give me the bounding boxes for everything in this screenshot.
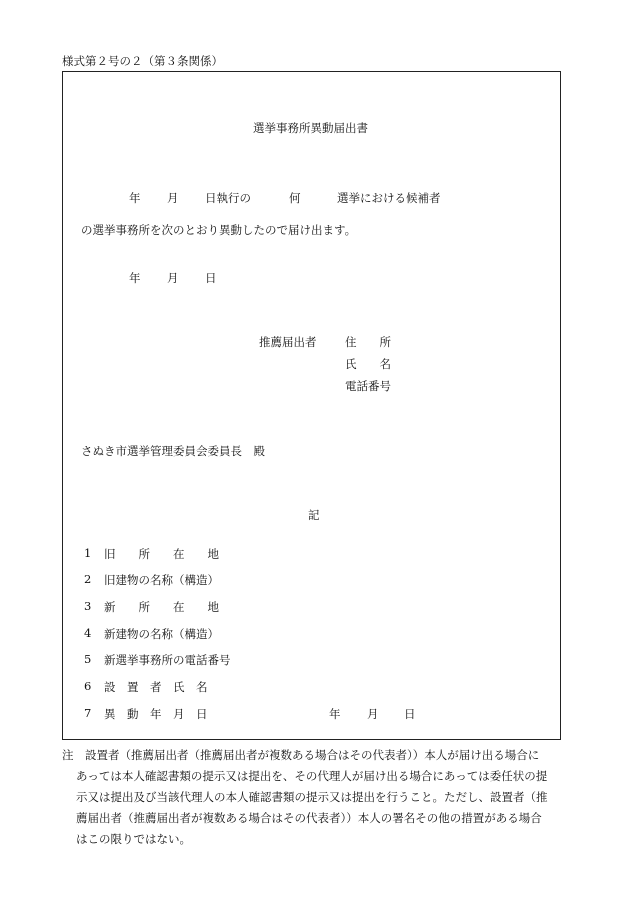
footnote-prefix: 注 [62,748,74,762]
item-number: 5 [84,652,92,666]
date-day: 日 [205,271,217,285]
footnote-text: 設置者（推薦届出者（推薦届出者が複数ある場合はその代表者））本人が届け出る場合に [85,748,540,762]
footnote-line-4: 薦届出者（推薦届出者が複数ある場合はその代表者））本人の署名その他の措置がある場合 [76,811,542,825]
item-label: 設 置 者 氏 名 [104,680,208,694]
name-label: 氏 名 [345,357,391,371]
item-label: 旧建物の名称（構造） [104,573,219,587]
decl-body: の選挙事務所を次のとおり異動したので届け出ます。 [81,223,357,237]
item7-year: 年 [329,707,341,721]
form-title: 選挙事務所異動届出書 [253,121,368,135]
decl-month: 月 [167,191,179,205]
ki-heading: 記 [308,508,320,522]
item-label: 異 動 年 月 日 [104,707,208,721]
decl-year: 年 [129,191,141,205]
item-label: 新選挙事務所の電話番号 [104,653,231,667]
item-number: 6 [84,679,92,693]
applicant-role: 推薦届出者 [259,335,317,349]
footnote-line-1 [62,745,572,766]
decl-day-executed: 日執行の [205,191,251,205]
item-number: 3 [84,599,92,613]
phone-label: 電話番号 [345,379,391,393]
item7-day: 日 [404,707,416,721]
footnote [62,745,572,850]
date-year: 年 [129,271,141,285]
footnote-line-2: あっては本人確認書類の提示又は提出を、その代理人が届け出る場合にあっては委任状の提 [76,769,548,783]
addressee: さぬき市選挙管理委員会委員長 殿 [81,444,265,458]
item-label: 旧 所 在 地 [104,547,219,561]
footnote-line-5: はこの限りではない。 [76,832,191,846]
item-label: 新 所 在 地 [104,600,219,614]
decl-election-candidate: 選挙における候補者 [337,191,441,205]
date-month: 月 [167,271,179,285]
form-label: 様式第２号の２（第３条関係） [62,54,223,68]
item-number: 7 [84,706,92,720]
item-number: 1 [84,546,92,560]
item7-month: 月 [367,707,379,721]
item-number: 2 [84,572,92,586]
footnote-line-3: 示又は提出及び当該代理人の本人確認書類の提示又は提出を行うこと。ただし、設置者（推 [76,790,548,804]
item-label: 新建物の名称（構造） [104,627,219,641]
decl-what: 何 [289,191,301,205]
address-label: 住 所 [345,335,391,349]
item-number: 4 [84,626,92,640]
